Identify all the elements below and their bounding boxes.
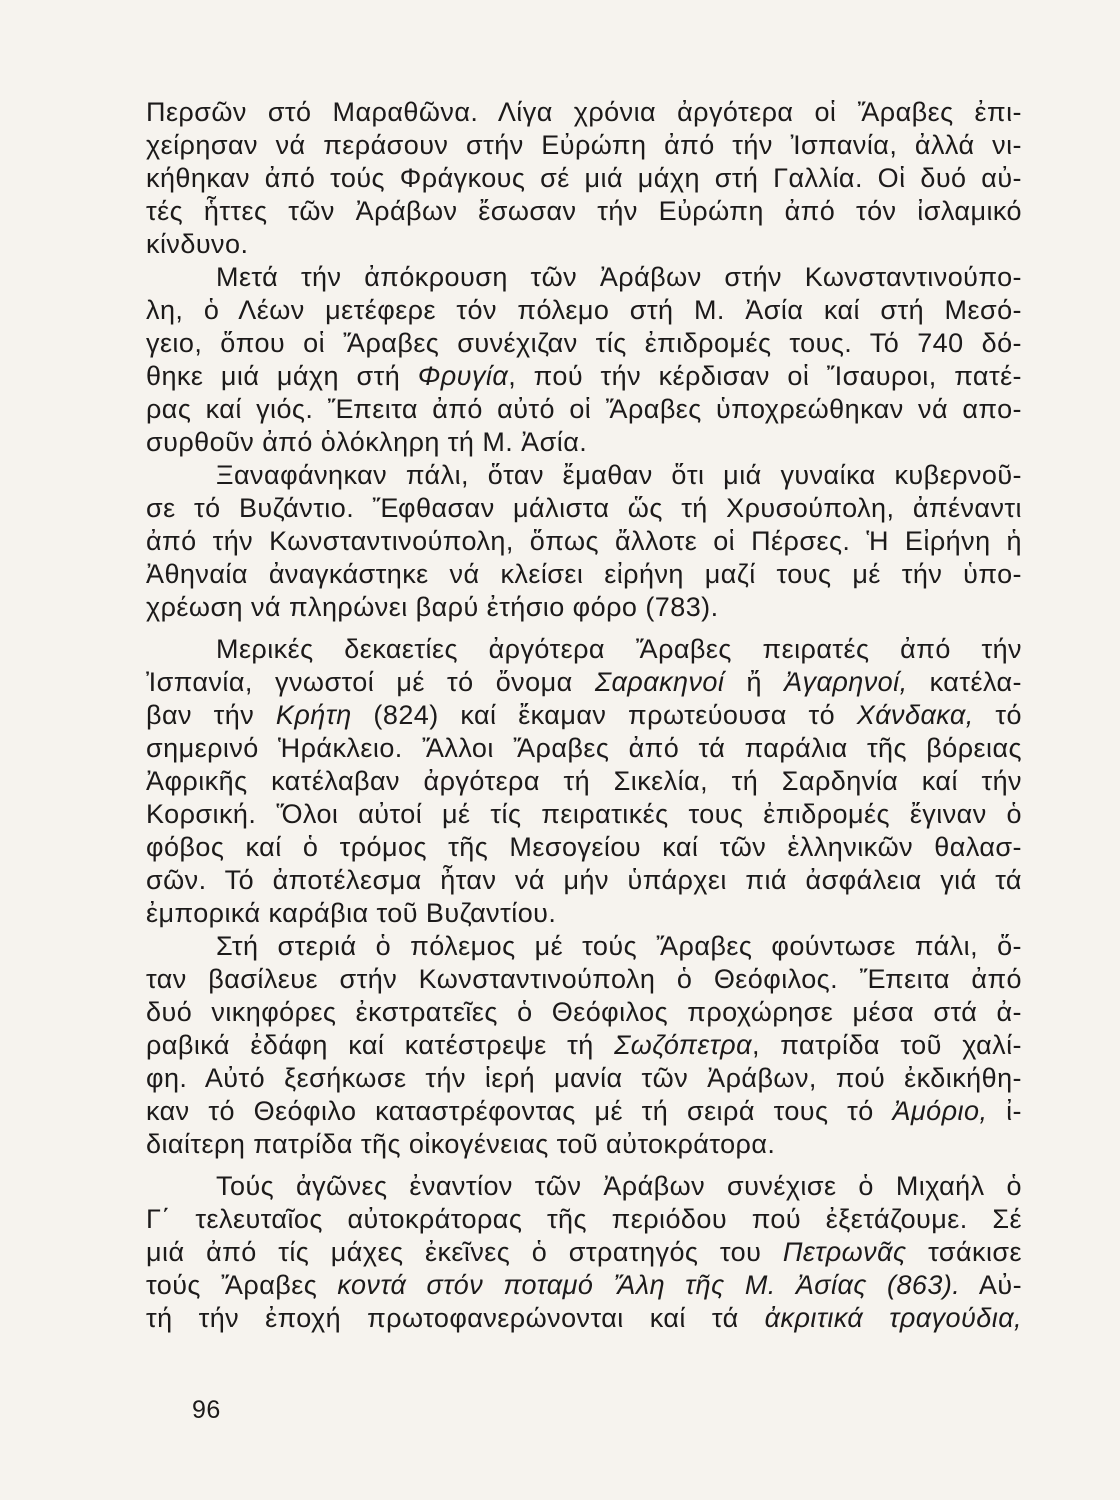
italic-term: Κρήτη (275, 700, 352, 730)
text-run: (824) καί ἔκαμαν πρωτεύουσα τό (351, 700, 857, 730)
text-run: ἰ- (987, 1096, 1023, 1126)
italic-term: Ἀγαρηνοί, (784, 667, 908, 697)
text-line (146, 1095, 1022, 1128)
text-line: Ξαναφάνηκαν πάλι, ὅταν ἔμαθαν ὅτι μιά γυναίκα κυβερνοῦ- (216, 460, 1022, 490)
text-line: σε τό Βυζάντιο. Ἔφθασαν μάλιστα ὥς τή Χρυσούπολη, ἀπέναντι (146, 493, 1022, 523)
text-run: καν τό Θεόφιλο καταστρέφοντας μέ τή σειρά τους τό (146, 1096, 893, 1126)
text-line: ἀπό τήν Κωνσταντινούπολη, ὅπως ἄλλοτε οἱ Πέρσες. Ἡ Εἰρήνη ἡ (146, 526, 1022, 556)
italic-term: Φρυγία (417, 361, 509, 391)
text-run: Αὐ- (960, 1270, 1023, 1300)
italic-term: Σωζόπετρα (614, 1030, 752, 1060)
text-line: ταν βασίλευε στήν Κωνσταντινούπολη ὁ Θεόφιλος. Ἔπειτα ἀπό (146, 964, 1022, 994)
text-line: Κορσική. Ὅλοι αὐτοί μέ τίς πειρατικές τους ἐπιδρομές ἔγιναν ὁ (146, 799, 1022, 829)
text-line: φόβος καί ὁ τρόμος τῆς Μεσογείου καί τῶν ἑλληνικῶν θαλασ- (146, 832, 1022, 862)
text-line: σημερινό Ἡράκλειο. Ἄλλοι Ἄραβες ἀπό τά παράλια τῆς βόρειας (146, 733, 1022, 763)
text-line: γειο, ὅπου οἱ Ἄραβες συνέχιζαν τίς ἐπιδρομές τους. Τό 740 δό- (146, 328, 1022, 358)
text-line: συρθοῦν ἀπό ὁλόκληρη τή Μ. Ἀσία. (146, 427, 588, 457)
text-run: , πού τήν κέρδισαν οἱ Ἴσαυροι, πατέ- (508, 361, 1022, 391)
italic-term: Ἀμόριο, (892, 1096, 988, 1126)
italic-term: ἀκριτικά τραγούδια, (764, 1303, 1023, 1333)
text-run: ἤ (724, 667, 785, 697)
text-line (146, 1236, 1022, 1269)
text-run: τή τήν ἐποχή πρωτοφανερώνονται καί τά (146, 1303, 765, 1333)
text-line: χρέωση νά πληρώνει βαρύ ἐτήσιο φόρο (783). (146, 592, 719, 622)
italic-term: Πετρωνᾶς (782, 1237, 907, 1267)
italic-term: Χάνδακα, (856, 700, 974, 730)
text-line: Περσῶν στό Μαραθῶνα. Λίγα χρόνια ἀργότερα οἱ Ἄραβες ἐπι- (146, 97, 1022, 127)
text-line: κήθηκαν ἀπό τούς Φράγκους σέ μιά μάχη στή Γαλλία. Οἱ δυό αὐ- (146, 163, 1022, 193)
body-text (146, 96, 1022, 1335)
text-line (146, 1302, 1022, 1335)
text-run: μιά ἀπό τίς μάχες ἐκεῖνες ὁ στρατηγός του (146, 1237, 783, 1267)
text-line (146, 1269, 1022, 1302)
text-run: κατέλα- (907, 667, 1022, 697)
text-line: Στή στεριά ὁ πόλεμος μέ τούς Ἄραβες φούντωσε πάλι, ὅ- (216, 931, 1022, 961)
text-line (146, 1029, 1022, 1062)
text-line: Γ΄ τελευταῖος αὐτοκράτορας τῆς περιόδου πού ἐξετάζουμε. Σέ (146, 1204, 1022, 1234)
text-line (146, 666, 1022, 699)
text-run: ραβικά ἐδάφη καί κατέστρεψε τή (146, 1030, 615, 1060)
text-line: Μετά τήν ἀπόκρουση τῶν Ἀράβων στήν Κωνσταντινούπο- (216, 262, 1022, 292)
italic-term: Σαρακηνοί (594, 667, 725, 697)
italic-term: κοντά στόν ποταμό Ἄλη τῆς Μ. Ἀσίας (863). (337, 1270, 961, 1300)
page-number: 96 (192, 1396, 221, 1424)
text-line: κίνδυνο. (146, 229, 249, 259)
text-line (146, 360, 1022, 393)
text-run: θηκε μιά μάχη στή (146, 361, 418, 391)
text-line: διαίτερη πατρίδα τῆς οἰκογένειας τοῦ αὐτοκράτορα. (146, 1129, 776, 1159)
text-line: ἐμπορικά καράβια τοῦ Βυζαντίου. (146, 898, 557, 928)
text-line: χείρησαν νά περάσουν στήν Εὐρώπη ἀπό τήν Ἰσπανία, ἀλλά νι- (146, 130, 1022, 160)
text-line: Μερικές δεκαετίες ἀργότερα Ἄραβες πειρατές ἀπό τήν (216, 634, 1022, 664)
text-run: , πατρίδα τοῦ χαλί- (751, 1030, 1023, 1060)
text-run: τσάκισε (906, 1237, 1023, 1267)
text-run: Ἰσπανία, γνωστοί μέ τό ὄνομα (146, 667, 595, 697)
text-line: λη, ὁ Λέων μετέφερε τόν πόλεμο στή Μ. Ἀσία καί στή Μεσό- (146, 295, 1022, 325)
text-line (146, 699, 1022, 732)
text-line: Ἀθηναία ἀναγκάστηκε νά κλείσει εἰρήνη μαζί τους μέ τήν ὑπο- (146, 559, 1022, 589)
text-line: δυό νικηφόρες ἐκστρατεῖες ὁ Θεόφιλος προχώρησε μέσα στά ἀ- (146, 997, 1022, 1027)
text-line: τές ἧττες τῶν Ἀράβων ἔσωσαν τήν Εὐρώπη ἀπό τόν ἰσλαμικό (146, 196, 1022, 226)
text-line: σῶν. Τό ἀποτέλεσμα ἦταν νά μήν ὑπάρχει πιά ἀσφάλεια γιά τά (146, 865, 1022, 895)
text-run: τούς Ἄραβες (146, 1270, 338, 1300)
text-line: Τούς ἀγῶνες ἐναντίον τῶν Ἀράβων συνέχισε ὁ Μιχαήλ ὁ (216, 1171, 1022, 1201)
text-line: φη. Αὐτό ξεσήκωσε τήν ἱερή μανία τῶν Ἀράβων, πού ἐκδικήθη- (146, 1063, 1022, 1093)
text-line: ρας καί γιός. Ἔπειτα ἀπό αὐτό οἱ Ἄραβες ὑποχρεώθηκαν νά απο- (146, 394, 1022, 424)
text-run: βαν τήν (146, 700, 276, 730)
text-line: Ἀφρικῆς κατέλαβαν ἀργότερα τή Σικελία, τή Σαρδηνία καί τήν (146, 766, 1022, 796)
text-run: τό (973, 700, 1022, 730)
